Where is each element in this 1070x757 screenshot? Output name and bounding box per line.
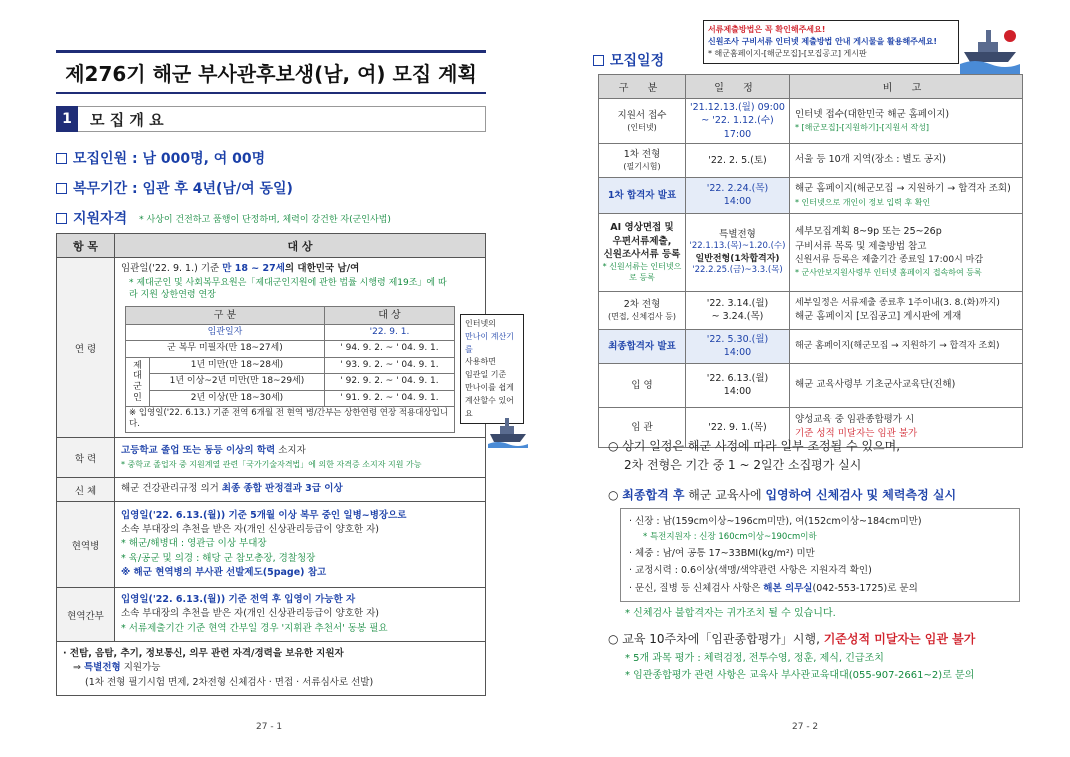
ship-icon (488, 412, 528, 448)
table-row: AI 영상면접 및 우편서류제출, 신원조사서류 등록 * 신원서류는 인터넷으로 등록 특별전형 '22.1.13.(목)~1.20.(수) 일반전형(1차합격자) '22.2.25.(금)~3.3.(목) 세부모집계획 8~9p 또는 25~26p 구비서류 목록 및 제출방법 참고 신원서류 등록은 제출기간 종료일 17:00시 마감 * 군사안보지원사령부 인터넷 홈페이지 접속하여 등록 (599, 213, 1023, 291)
checkbox-icon (56, 183, 67, 194)
table-row: 지원서 접수 (인터넷) '21.12.13.(월) 09:00 ~ '22. 1.12.(수) 17:00 인터넷 접수(대한민국 해군 홈페이지) * [해군모집]-[지원하기]-[지원서 작성] (599, 99, 1023, 144)
active-cell: 입영일('22. 6.13.(월)) 기준 5개월 이상 복무 중인 일병~병장으로 소속 부대장의 추천을 받은 자(개인 신상관리등급이 양호한 자) * 해군/해병대 : 영관급 이상 부대장 * 육/공군 및 의경 : 해당 군 참모총장, 경찰청장 ※ 해군 현역병의 부사관 선발제도(5page) 참고 (115, 502, 486, 588)
section-number: 1 (56, 106, 78, 132)
recruit-count: 모집인원 : 남 000명, 여 00명 (56, 148, 265, 168)
service-period: 복무기간 : 임관 후 4년(남/여 동일) (56, 178, 293, 198)
qualification-table (56, 233, 486, 696)
age-label: 연 령 (57, 258, 115, 438)
table-row: 1차 합격자 발표 '22. 2.24.(목) 14:00 해군 홈페이지(해군모집 → 지원하기 → 합격자 조회) * 인터넷으로 개인이 정보 입력 후 확인 (599, 177, 1023, 213)
right-page (535, 0, 1070, 757)
table-row: 최종합격자 발표 '22. 5.30.(월) 14:00 해군 홈페이지(해군모집 → 지원하기 → 합격자 조회) (599, 329, 1023, 363)
table-row: 입 영 '22. 6.13.(월) 14:00 해군 교육사령부 기초군사교육단(진해) (599, 363, 1023, 407)
body-label: 신 체 (57, 478, 115, 502)
edu-label: 학 력 (57, 438, 115, 478)
checkbox-icon (56, 213, 67, 224)
body-cell: 해군 건강관리규정 의거 최종 종합 판정결과 3급 이상 (115, 478, 486, 502)
notice-box: 서류제출방법은 꼭 확인해주세요! 신원조사 구비서류 인터넷 제출방법 안내 게시물을 활용해주세요! * 해군홈페이지-[해군모집]-[모집공고] 게시판 (703, 20, 959, 64)
fail-note: * 신체검사 불합격자는 귀가조치 될 수 있습니다. (625, 608, 836, 619)
age-cell: 임관일('22. 9. 1.) 기준 만 18 ~ 27세의 대한민국 남/여 * 제대군인 및 사회복무요원은「제대군인지원에 관한 법률 시행령 제19조」에 따라 지원 상한연령 연장 구 분 대 상 임관일자 '22. 9. 1. 군 복무 미필자(만 18~27세) ' 94. 9. 2. ~ ' 04. 9. 1. 제대군인 1년 미만(만 18~28세) ' 93. 9. 2. ~ ' 04. 9. 1. 1년 이상~2년 미만(만 18~29세) ' 92. 9. 2. ~ ' 04. 9. 1. 2년 이상(만 18~30세) ' 91. 9. 2. ~ ' 04. 9. 1. ※ 입영일('22. 6.13.) 기준 전역 6개월 전 현역 병/간부는 상한연령 연장 적용대상입니다. (115, 258, 486, 438)
page-number: 27 - 2 (792, 722, 819, 732)
page-number: 27 - 1 (256, 722, 283, 732)
age-inner-table: 구 분 대 상 임관일자 '22. 9. 1. 군 복무 미필자(만 18~27세) ' 94. 9. 2. ~ ' 04. 9. 1. 제대군인 1년 미만(만 18~28세) ' 93. 9. 2. ~ ' 04. 9. 1. 1년 이상~2년 미만(만 18~29세) ' 92. 9. 2. ~ ' 04. 9. 1. 2년 이상(만 18~30세) ' 91. 9. 2. ~ ' 04. 9. 1. ※ 입영일('22. 6.13.) 기준 전역 6개월 전 현역 병/간부는 상한연령 연장 적용대상입니다. (125, 306, 455, 433)
schedule-note: ○ 상기 일정은 해군 사정에 따라 일부 조정될 수 있으며, 2차 전형은 기간 중 1 ~ 2일간 소집평가 실시 (608, 439, 901, 473)
officer-cell: 입영일('22. 6.13.(월)) 기준 전역 후 입영이 가능한 자 소속 부대장의 추천을 받은 자(개인 신상관리등급이 양호한 자) * 서류제출기간 기준 현역 간부일 경우 '지휘관 추천서' 동봉 필요 (115, 588, 486, 642)
section-label: 모 집 개 요 (78, 106, 486, 132)
active-label: 현역병 (57, 502, 115, 588)
qualification-note: * 사상이 건전하고 품행이 단정하며, 체력이 강건한 자(군인사법) (139, 214, 391, 225)
ship-icon (960, 22, 1020, 74)
table-row: 2차 전형 (면접, 신체검사 등) '22. 3.14.(월) ~ 3.24.(목) 세부일정은 서류제출 종료후 1주이내(3. 8.(화)까지) 해군 홈페이지 [모집공고] 게시판에 게재 (599, 291, 1023, 329)
checkbox-icon (593, 55, 604, 66)
subjects-note: * 5개 과목 평가 : 체력검정, 전투수영, 정훈, 제식, 긴급조치 (625, 653, 884, 664)
th-division: 구 분 (599, 75, 686, 99)
table-row: 임 관 '22. 9. 1.(목) 양성교육 중 임관종합평가 시 기준 성적 미달자는 임관 불가 (599, 407, 1023, 447)
page-title: 제276기 해군 부사관후보생(남, 여) 모집 계획 (56, 50, 486, 94)
officer-label: 현역간부 (57, 588, 115, 642)
physical-test-note: ○ 최종합격 후 해군 교육사에 입영하여 신체검사 및 체력측정 실시 (608, 488, 957, 502)
special-cell: · 전탐, 음탐, 추기, 정보통신, 의무 관련 자격/경력을 보유한 지원자 ⇒ 특별전형 지원가능 (1차 전형 필기시험 면제, 2차전형 신체검사 · 면접 · 서류심사로 선발) (57, 642, 486, 696)
table-head-target: 대 상 (115, 234, 486, 258)
table-head-item: 항 목 (57, 234, 115, 258)
qualification-heading: 지원자격 * 사상이 건전하고 품행이 단정하며, 체력이 강건한 자(군인사법) (56, 208, 391, 228)
contact-note: * 임관종합평가 관련 사항은 교육사 부사관교육대대(055-907-2661~2)로 문의 (625, 670, 975, 681)
checkbox-icon (56, 153, 67, 164)
th-note: 비 고 (790, 75, 1023, 99)
evaluation-note: ○ 교육 10주차에「임관종합평가」시행, 기준성적 미달자는 임관 불가 (608, 632, 976, 646)
schedule-table (598, 74, 1023, 448)
physical-criteria-box: · 신장 : 남(159cm이상~196cm미만), 여(152cm이상~184cm미만) * 특전지원자 : 신장 160cm이상~190cm이하 · 체중 : 남/여 공통 17~33BMI(kg/m²) 미만 · 교정시력 : 0.6이상(색맹/색약관련 사항은 지원자격 확인) · 문신, 질병 등 신체검사 사항은 해본 의무실(042-553-1725)로 문의 (620, 508, 1020, 602)
schedule-heading: 모집일정 (593, 50, 664, 70)
th-date: 일 정 (686, 75, 790, 99)
edu-cell: 고등학교 졸업 또는 동등 이상의 학력 소지자 * 중학교 졸업자 중 지원계열 관련「국가기술자격법」에 의한 자격증 소지자 지원 가능 (115, 438, 486, 478)
table-row: 1차 전형 (필기시험) '22. 2. 5.(토) 서울 등 10개 지역(장소 : 별도 공지) (599, 143, 1023, 177)
speech-bubble: 인터넷의 만나이 계산기를 사용하면 임관일 기준 만나이를 쉽게 계산할수 있어요 (460, 314, 524, 424)
